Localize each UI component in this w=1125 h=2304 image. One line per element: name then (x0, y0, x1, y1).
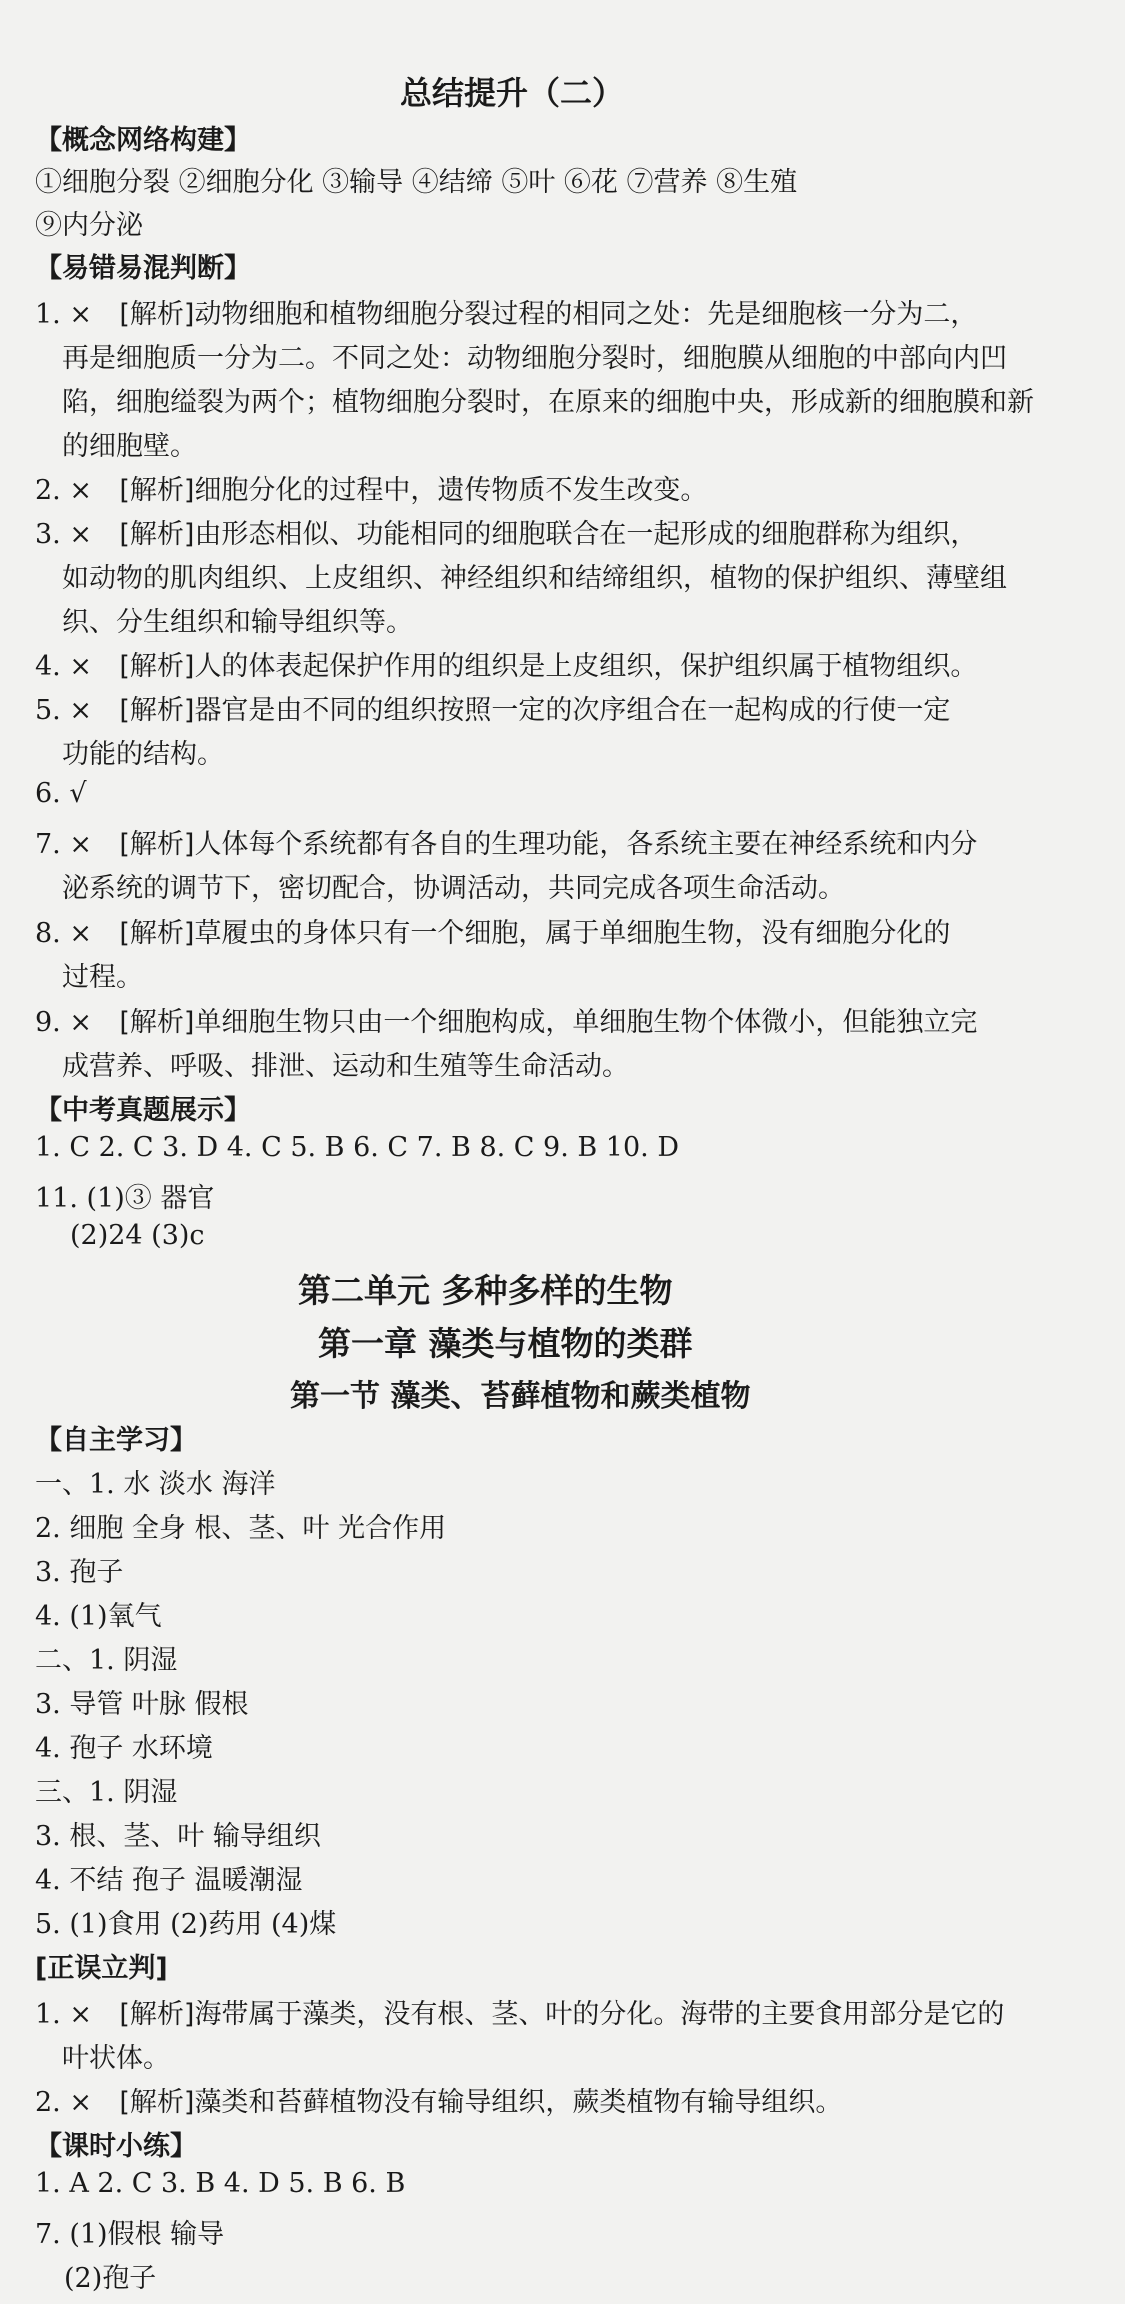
cross-mark: × (69, 2087, 92, 2118)
judgment-item: 3. × [解析]由形态相似、功能相同的细胞联合在一起形成的细胞群称为组织， (35, 519, 978, 550)
cross-mark: × (69, 695, 92, 726)
study-line: 4. 孢子 水环境 (35, 1733, 213, 1764)
judgment-line: 叶状体。 (62, 2043, 170, 2074)
analysis-tag: [解析] (119, 651, 195, 682)
study-line: 3. 导管 叶脉 假根 (35, 1689, 249, 1720)
answer-line: 1. C 2. C 3. D 4. C 5. B 6. C 7. B 8. C 9. B 10. D (35, 1132, 679, 1163)
practice-line: 7. (1)假根 输导 (35, 2219, 225, 2250)
study-line: 一、1. 水 淡水 海洋 (35, 1469, 276, 1500)
study-line: 3. 孢子 (35, 1557, 124, 1588)
cross-mark: × (69, 1999, 92, 2030)
judgment-line: 如动物的肌肉组织、上皮组织、神经组织和结缔组织，植物的保护组织、薄壁组 (62, 563, 1007, 594)
section-header-self-study: 【自主学习】 (35, 1425, 197, 1456)
analysis-tag: [解析] (119, 1007, 195, 1038)
judgment-item: 1. × [解析]海带属于藻类，没有根、茎、叶的分化。海带的主要食用部分是它的 (35, 1999, 1005, 2030)
cross-mark: × (69, 299, 92, 330)
judgment-item: 9. × [解析]单细胞生物只由一个细胞构成，单细胞生物个体微小，但能独立完 (35, 1007, 978, 1038)
answer-line: (2)24 (3)c (70, 1220, 205, 1251)
judgment-line: 陷，细胞缢裂为两个；植物细胞分裂时，在原来的细胞中央，形成新的细胞膜和新 (62, 387, 1034, 418)
study-line: 三、1. 阴湿 (35, 1777, 178, 1808)
study-line: 2. 细胞 全身 根、茎、叶 光合作用 (35, 1513, 447, 1544)
judgment-line: 成营养、呼吸、排泄、运动和生殖等生命活动。 (62, 1051, 629, 1082)
judgment-item: 7. × [解析]人体每个系统都有各自的生理功能，各系统主要在神经系统和内分 (35, 829, 978, 860)
page-title: 总结提升（二） (400, 74, 625, 112)
judgment-line: 的细胞壁。 (62, 431, 197, 462)
judgment-item: 2. × [解析]藻类和苔藓植物没有输导组织，蕨类植物有输导组织。 (35, 2087, 843, 2118)
section-header-error-judgment: 【易错易混判断】 (35, 253, 251, 284)
section-header-true-false: [正误立判] (35, 1953, 168, 1984)
analysis-tag: [解析] (119, 519, 195, 550)
study-line: 4. 不结 孢子 温暖潮湿 (35, 1865, 303, 1896)
concept-line: ⑨内分泌 (35, 210, 143, 241)
cross-mark: × (69, 918, 92, 949)
practice-line: 1. A 2. C 3. B 4. D 5. B 6. B (35, 2168, 406, 2199)
judgment-line: 织、分生组织和输导组织等。 (62, 607, 413, 638)
section-header-concept-network: 【概念网络构建】 (35, 125, 251, 156)
judgment-item: 1. × [解析]动物细胞和植物细胞分裂过程的相同之处：先是细胞核一分为二， (35, 299, 978, 330)
cross-mark: × (69, 829, 92, 860)
cross-mark: × (69, 651, 92, 682)
judgment-line: 再是细胞质一分为二。不同之处：动物细胞分裂时，细胞膜从细胞的中部向内凹 (62, 343, 1007, 374)
judgment-item: 8. × [解析]草履虫的身体只有一个细胞，属于单细胞生物，没有细胞分化的 (35, 918, 951, 949)
cross-mark: × (69, 1007, 92, 1038)
judgment-item: 6. √ (35, 778, 119, 809)
analysis-tag: [解析] (119, 918, 195, 949)
answer-line: 11. (1)③ 器官 (35, 1183, 215, 1214)
cross-mark: × (69, 519, 92, 550)
analysis-tag: [解析] (119, 299, 195, 330)
unit-title: 第二单元 多种多样的生物 (298, 1271, 673, 1310)
chapter-title: 第一章 藻类与植物的类群 (318, 1324, 693, 1363)
section-header-lesson-practice: 【课时小练】 (35, 2131, 197, 2162)
analysis-tag: [解析] (119, 695, 195, 726)
judgment-item: 4. × [解析]人的体表起保护作用的组织是上皮组织，保护组织属于植物组织。 (35, 651, 978, 682)
section-title: 第一节 藻类、苔藓植物和蕨类植物 (290, 1379, 751, 1414)
study-line: 4. (1)氧气 (35, 1601, 162, 1632)
study-line: 5. (1)食用 (2)药用 (4)煤 (35, 1909, 337, 1940)
analysis-tag: [解析] (119, 475, 195, 506)
judgment-line: 功能的结构。 (62, 739, 224, 770)
judgment-line: 过程。 (62, 962, 143, 993)
cross-mark: × (69, 475, 92, 506)
study-line: 3. 根、茎、叶 输导组织 (35, 1821, 321, 1852)
practice-line: (2)孢子 (64, 2263, 157, 2294)
judgment-item: 2. × [解析]细胞分化的过程中，遗传物质不发生改变。 (35, 475, 708, 506)
section-header-exam-questions: 【中考真题展示】 (35, 1095, 251, 1126)
analysis-tag: [解析] (119, 829, 195, 860)
analysis-tag: [解析] (119, 1999, 195, 2030)
judgment-line: 泌系统的调节下，密切配合，协调活动，共同完成各项生命活动。 (62, 873, 845, 904)
concept-line: ①细胞分裂 ②细胞分化 ③输导 ④结缔 ⑤叶 ⑥花 ⑦营养 ⑧生殖 (35, 167, 798, 198)
check-mark: √ (69, 778, 87, 809)
analysis-tag: [解析] (119, 2087, 195, 2118)
judgment-item: 5. × [解析]器官是由不同的组织按照一定的次序组合在一起构成的行使一定 (35, 695, 951, 726)
study-line: 二、1. 阴湿 (35, 1645, 178, 1676)
